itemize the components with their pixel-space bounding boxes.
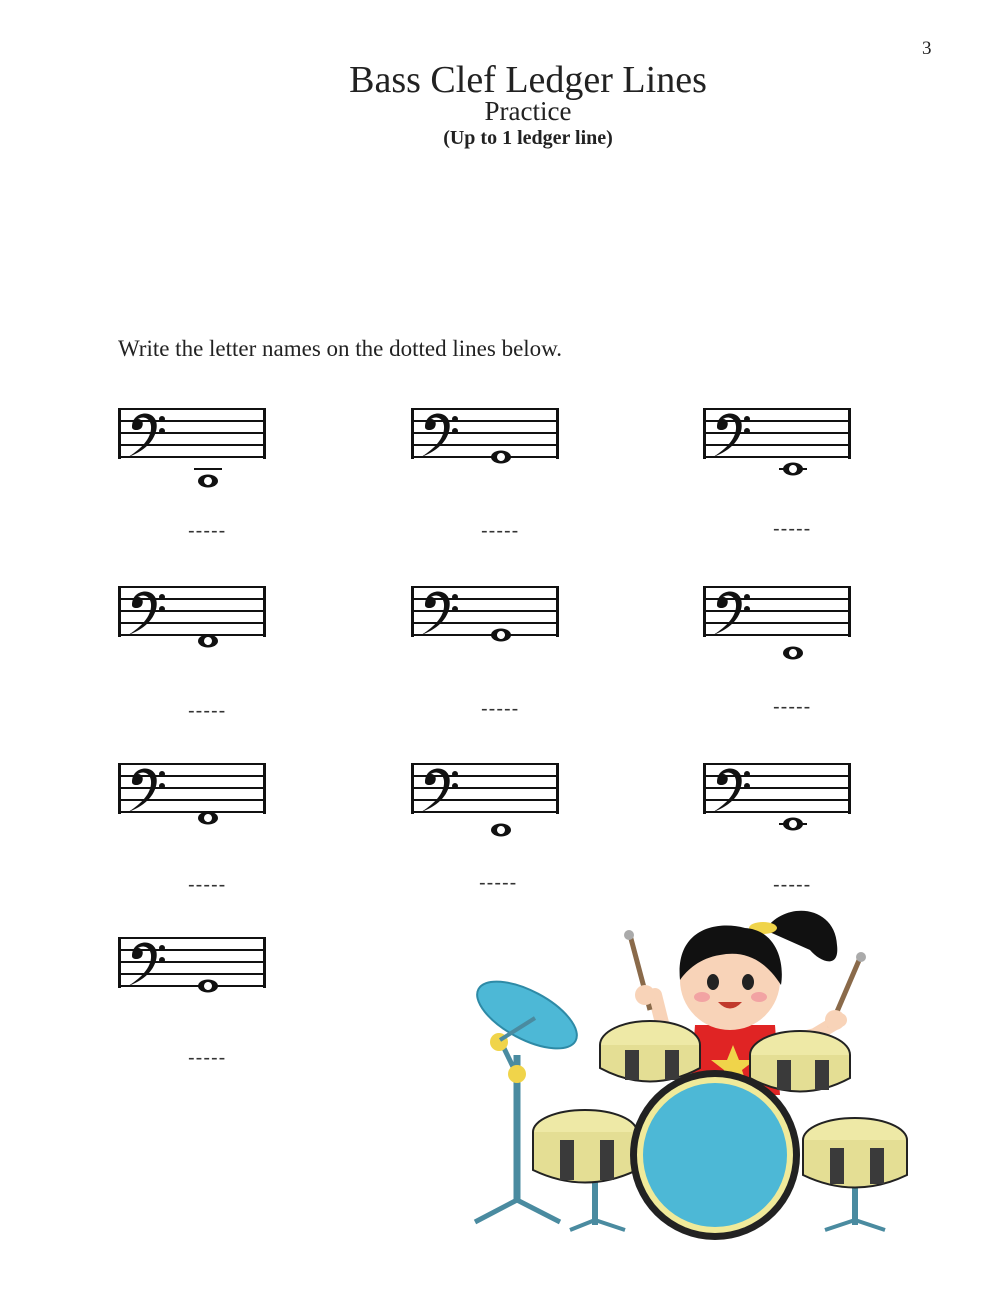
bass-clef-staff xyxy=(411,583,561,673)
staff-barline xyxy=(556,586,559,637)
staff-barline xyxy=(848,763,851,814)
whole-note xyxy=(198,812,218,825)
worksheet-note: (Up to 1 ledger line) xyxy=(443,127,613,149)
bass-clef-staff xyxy=(118,934,268,1024)
staff-barline xyxy=(263,408,266,459)
staff-barline xyxy=(703,763,706,814)
answer-dotted-line[interactable]: ----- xyxy=(188,700,227,722)
worksheet-subtitle: Practice xyxy=(484,96,572,126)
staff-barline xyxy=(411,763,414,814)
bass-clef-staff xyxy=(411,405,561,495)
staff-barline xyxy=(411,408,414,459)
whole-note xyxy=(198,980,218,993)
whole-note xyxy=(783,463,803,476)
answer-dotted-line[interactable]: ----- xyxy=(773,696,812,718)
girl-playing-drums-illustration xyxy=(465,900,925,1245)
answer-dotted-line[interactable]: ----- xyxy=(188,874,227,896)
answer-dotted-line[interactable]: ----- xyxy=(188,520,227,542)
staff-barline xyxy=(848,408,851,459)
staff-barline xyxy=(848,586,851,637)
staff-barline xyxy=(703,408,706,459)
bass-clef-staff xyxy=(118,583,268,673)
answer-dotted-line[interactable]: ----- xyxy=(481,520,520,542)
worksheet-title: Bass Clef Ledger Lines xyxy=(349,59,707,101)
whole-note xyxy=(491,451,511,464)
answer-dotted-line[interactable]: ----- xyxy=(773,518,812,540)
answer-dotted-line[interactable]: ----- xyxy=(479,872,518,894)
answer-dotted-line[interactable]: ----- xyxy=(188,1047,227,1069)
whole-note xyxy=(491,629,511,642)
staff-barline xyxy=(703,586,706,637)
staff-barline xyxy=(263,763,266,814)
whole-note xyxy=(491,824,511,837)
whole-note xyxy=(783,647,803,660)
whole-note xyxy=(783,818,803,831)
instruction-text: Write the letter names on the dotted lines below. xyxy=(118,336,563,361)
staff-barline xyxy=(118,586,121,637)
bass-clef-staff xyxy=(703,405,853,495)
bass-clef-staff xyxy=(118,405,268,495)
bass-clef-staff xyxy=(411,760,561,850)
staff-barline xyxy=(118,763,121,814)
whole-note xyxy=(198,475,218,488)
staff-barline xyxy=(556,408,559,459)
bass-clef-staff xyxy=(703,760,853,850)
staff-barline xyxy=(118,937,121,988)
answer-dotted-line[interactable]: ----- xyxy=(481,698,520,720)
bass-clef-staff xyxy=(703,583,853,673)
bass-clef-staff xyxy=(118,760,268,850)
page-number: 3 xyxy=(922,38,932,59)
staff-barline xyxy=(263,586,266,637)
staff-barline xyxy=(118,408,121,459)
staff-barline xyxy=(263,937,266,988)
staff-barline xyxy=(556,763,559,814)
staff-barline xyxy=(411,586,414,637)
answer-dotted-line[interactable]: ----- xyxy=(773,874,812,896)
whole-note xyxy=(198,635,218,648)
